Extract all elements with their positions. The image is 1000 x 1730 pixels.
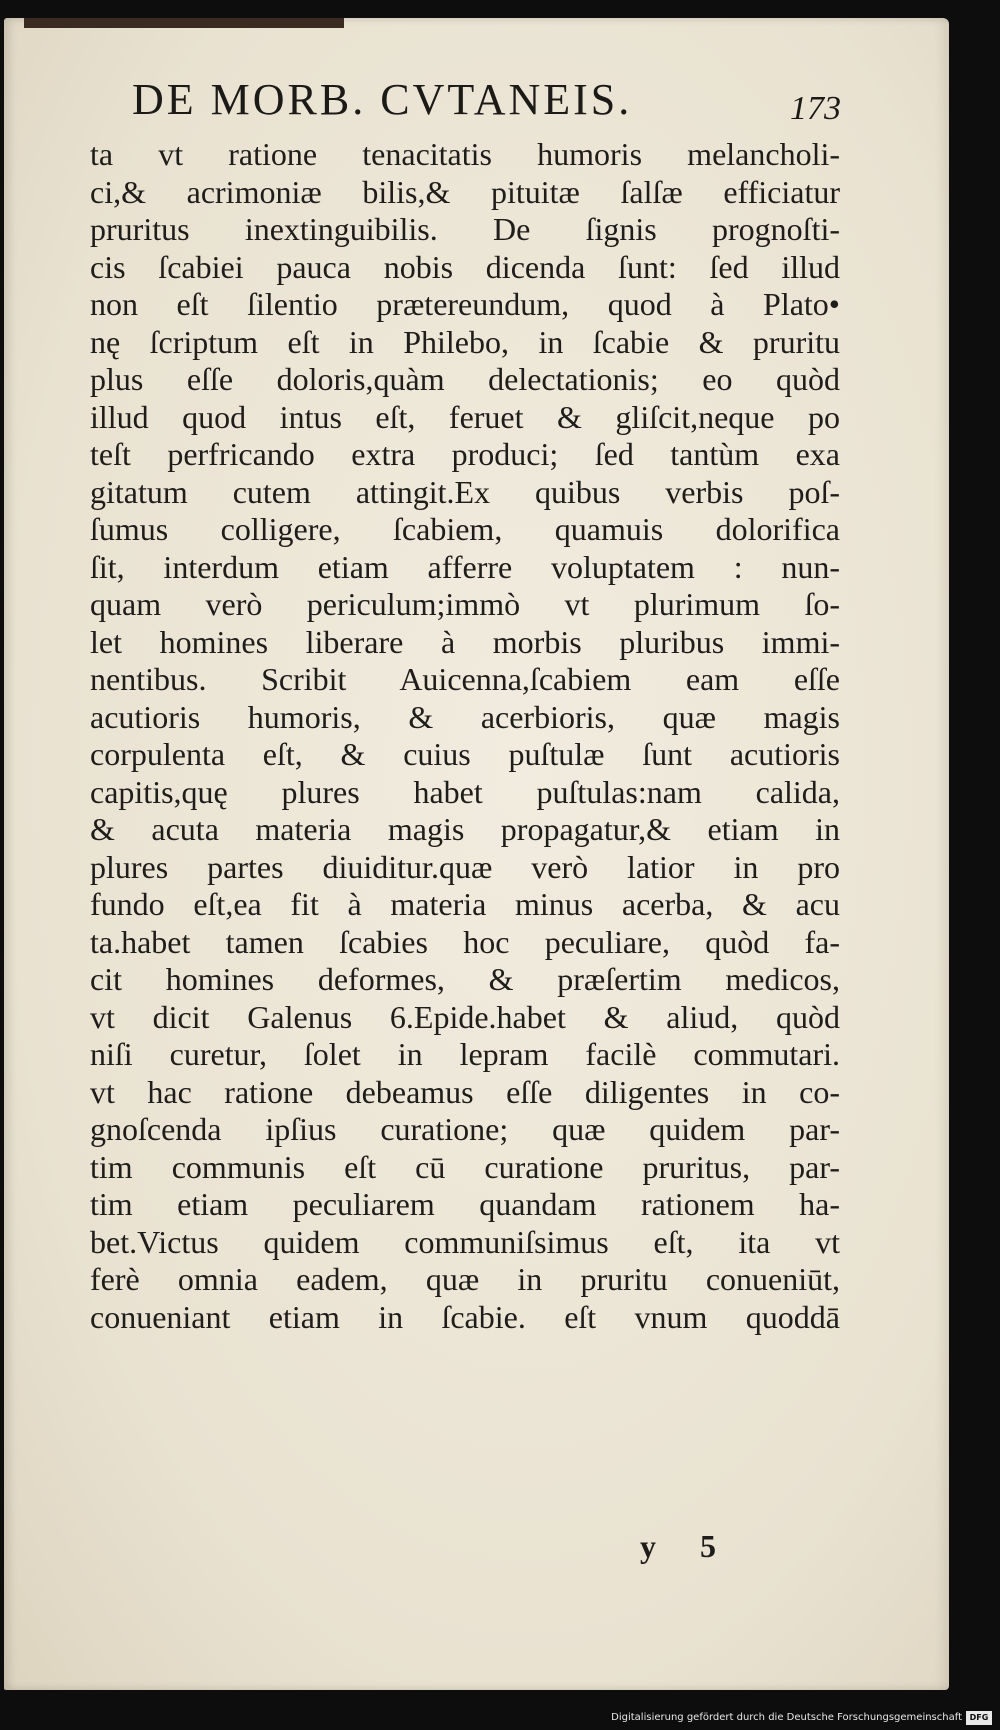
text-line: non eſt ſilentio prætereundum, quod à Plato• [90, 286, 840, 322]
text-line: quam verò periculum;immò vt plurimum ſo- [90, 586, 840, 622]
text-line: tim etiam peculiarem quandam rationem ha- [90, 1186, 840, 1222]
text-line: teſt perfricando extra produci; ſed tantùm exa [90, 436, 840, 472]
text-line: cit homines deformes, & præſertim medicos, [90, 961, 840, 997]
text-line: plus eſſe doloris,quàm delectationis; eo quòd [90, 361, 840, 397]
running-head: DE MORB. CVTANEIS. [132, 75, 633, 124]
text-line: pruritus inextinguibilis. De ſignis prognoſti- [90, 211, 840, 247]
text-line: & acuta materia magis propagatur,& etiam in [90, 811, 840, 847]
text-line: acutioris humoris, & acerbioris, quæ magis [90, 698, 840, 735]
text-line: conueniant etiam in ſcabie. eſt vnum quoddā [90, 1298, 840, 1335]
text-line: ci,& acrimoniæ bilis,& pituitæ ſalſæ efficiatur [90, 173, 840, 210]
footer-bar [0, 1708, 1000, 1730]
text-line: ſit, interdum etiam afferre voluptatem : nun- [90, 548, 840, 585]
text-line: corpulenta eſt, & cuius puſtulæ ſunt acutioris [90, 736, 840, 772]
text-line: vt hac ratione debeamus eſſe diligentes in co- [90, 1073, 840, 1110]
dfg-logo-icon: DFG [966, 1711, 992, 1725]
text-line: ſumus colligere, ſcabiem, quamuis dolorifica [90, 511, 840, 547]
text-line: gnoſcenda ipſius curatione; quæ quidem par- [90, 1111, 840, 1147]
text-line: ferè omnia eadem, quæ in pruritu conueniūt, [90, 1261, 840, 1297]
text-line: fundo eſt,ea fit à materia minus acerba, & acu [90, 886, 840, 922]
text-line: cis ſcabiei pauca nobis dicenda ſunt: ſed illud [90, 248, 840, 285]
text-line: nę ſcriptum eſt in Philebo, in ſcabie & pruritu [90, 323, 840, 360]
text-line: let homines liberare à morbis pluribus immi- [90, 623, 840, 660]
signature-mark: y 5 [640, 1528, 734, 1564]
text-line: ta.habet tamen ſcabies hoc peculiare, quòd fa- [90, 923, 840, 960]
text-line: plures partes diuiditur.quæ verò latior in pro [90, 848, 840, 885]
text-line: tim communis eſt cū curatione pruritus, par- [90, 1148, 840, 1185]
text-line: gitatum cutem attingit.Ex quibus verbis poſ- [90, 473, 840, 510]
text-line: illud quod intus eſt, feruet & gliſcit,neque po [90, 398, 840, 435]
page-edge-ribbon [24, 18, 344, 28]
dfg-credit-text: Digitalisierung gefördert durch die Deutsche Forschungsgemeinschaft [611, 1712, 962, 1723]
text-line: vt dicit Galenus 6.Epide.habet & aliud, quòd [90, 998, 840, 1035]
page-number: 173 [790, 90, 841, 127]
text-line: capitis,quę plures habet puſtulas:nam calida, [90, 773, 840, 810]
text-line: bet.Victus quidem communiſsimus eſt, ita vt [90, 1223, 840, 1260]
body-text [90, 136, 840, 1336]
book-page [4, 18, 949, 1690]
text-line: nentibus. Scribit Auicenna,ſcabiem eam eſſe [90, 661, 840, 697]
text-line: niſi curetur, ſolet in lepram facilè commutari. [90, 1036, 840, 1072]
text-line: ta vt ratione tenacitatis humoris melancholi- [90, 136, 840, 172]
